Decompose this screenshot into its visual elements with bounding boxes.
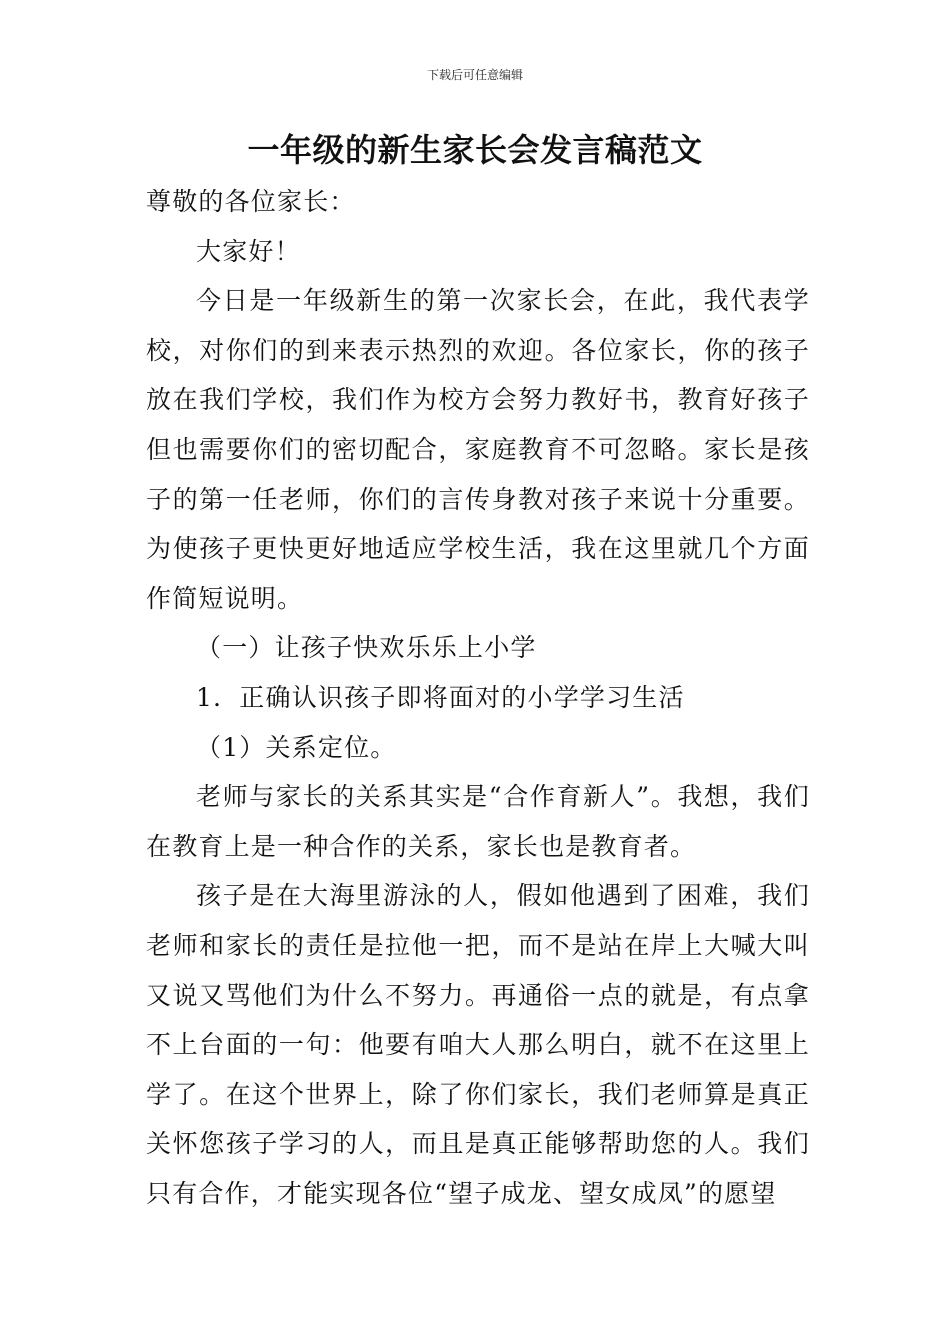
document-body <box>146 177 810 1218</box>
paragraph-intro: 今日是一年级新生的第一次家长会，在此，我代表学校，对你们的到来表示热烈的欢迎。各位家长，你的孩子放在我们学校，我们作为校方会努力教好书，教育好孩子但也需要你们的密切配合，家庭教育不可忽略。家长是孩子的第一任老师，你们的言传身教对孩子来说十分重要。为使孩子更快更好地适应学校生活，我在这里就几个方面作简短说明。 <box>146 286 810 613</box>
paragraph-swimming-metaphor: 孩子是在大海里游泳的人，假如他遇到了困难，我们老师和家长的责任是拉他一把，而不是站在岸上大喊大叫又说又骂他们为什么不努力。再通俗一点的就是，有点拿不上台面的一句：他要有咱大人那么明白，就不在这里上学了。在这个世界上，除了你们家长，我们老师算是真正关怀您孩子学习的人，而且是真正能够帮助您的人。我们只有合作，才能实现各位“望子成龙、望女成凤”的愿望 <box>146 881 810 1208</box>
header-note: 下载后可任意编辑 <box>426 68 523 82</box>
paragraph-relationship: 老师与家长的关系其实是“合作育新人”。我想，我们在教育上是一种合作的关系，家长也是教育者。 <box>146 782 810 861</box>
section-heading: （一）让孩子快欢乐乐上小学 <box>196 633 537 663</box>
subsection-heading: 1．正确认识孩子即将面对的小学学习生活 <box>196 682 685 712</box>
greeting: 大家好！ <box>196 236 301 266</box>
salutation: 尊敬的各位家长： <box>146 187 356 216</box>
document-title: 一年级的新生家长会发言稿范文 <box>247 131 703 169</box>
subsubsection-heading: （1）关系定位。 <box>196 732 397 762</box>
